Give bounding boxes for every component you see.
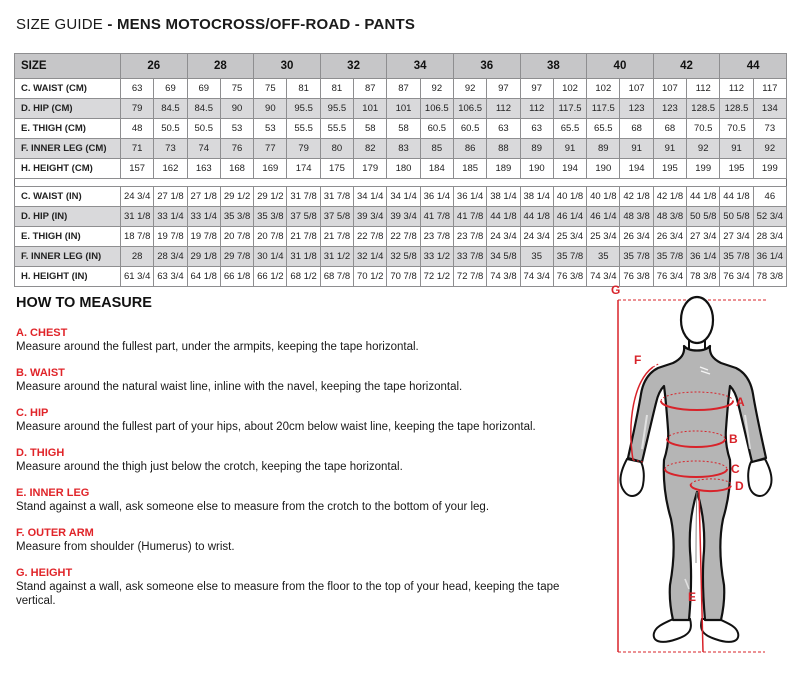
value-cell: 50.5	[154, 119, 187, 139]
measure-item-chest	[16, 327, 594, 354]
value-cell: 63	[121, 79, 154, 99]
value-cell: 85	[420, 139, 453, 159]
page-title	[16, 16, 415, 33]
size-column-header: 40	[587, 54, 654, 79]
value-cell: 112	[487, 99, 520, 119]
value-cell: 48	[121, 119, 154, 139]
value-cell: 91	[720, 139, 753, 159]
measurement-figure	[597, 283, 795, 675]
value-cell: 21 7/8	[287, 227, 320, 247]
value-cell: 74 3/4	[587, 267, 620, 287]
value-cell: 128.5	[720, 99, 753, 119]
page-title-bold: - MENS MOTOCROSS/OFF-ROAD - PANTS	[107, 16, 416, 33]
value-cell: 28 3/4	[154, 247, 187, 267]
value-cell: 33 7/8	[453, 247, 486, 267]
value-cell: 50.5	[187, 119, 220, 139]
value-cell: 42 1/8	[620, 187, 653, 207]
value-cell: 112	[520, 99, 553, 119]
table-header-row	[15, 54, 787, 79]
value-cell: 128.5	[687, 99, 720, 119]
value-cell: 35	[587, 247, 620, 267]
figure-label-c: C	[731, 462, 740, 476]
measure-item-waist	[16, 367, 594, 394]
value-cell: 29 1/2	[220, 187, 253, 207]
value-cell: 180	[387, 159, 420, 179]
value-cell: 58	[354, 119, 387, 139]
value-cell: 32 5/8	[387, 247, 420, 267]
size-chart	[14, 53, 787, 287]
value-cell: 117.5	[587, 99, 620, 119]
value-cell: 37 5/8	[320, 207, 353, 227]
size-column-header: 28	[187, 54, 254, 79]
value-cell: 74 3/8	[487, 267, 520, 287]
value-cell: 25 3/4	[587, 227, 620, 247]
size-column-header: 30	[254, 54, 321, 79]
value-cell: 69	[154, 79, 187, 99]
value-cell: 134	[753, 99, 786, 119]
value-cell: 63	[487, 119, 520, 139]
value-cell: 30 1/4	[254, 247, 287, 267]
value-cell: 179	[354, 159, 387, 179]
value-cell: 107	[653, 79, 686, 99]
measure-item-label: A. CHEST	[16, 327, 68, 339]
figure-label-a: A	[736, 395, 745, 409]
row-label-cell: F. INNER LEG (CM)	[15, 139, 121, 159]
value-cell: 48 3/8	[653, 207, 686, 227]
figure-label-b: B	[729, 432, 738, 446]
value-cell: 23 7/8	[420, 227, 453, 247]
value-cell: 74	[187, 139, 220, 159]
value-cell: 80	[320, 139, 353, 159]
size-column-header: 26	[121, 54, 188, 79]
value-cell: 40 1/8	[587, 187, 620, 207]
value-cell: 76 3/8	[553, 267, 586, 287]
row-label-cell: C. WAIST (IN)	[15, 187, 121, 207]
value-cell: 31 1/8	[287, 247, 320, 267]
value-cell: 26 3/4	[653, 227, 686, 247]
value-cell: 68 1/2	[287, 267, 320, 287]
value-cell: 46 1/4	[587, 207, 620, 227]
measure-item-thigh	[16, 447, 594, 474]
value-cell: 68	[653, 119, 686, 139]
value-cell: 19 7/8	[154, 227, 187, 247]
value-cell: 189	[487, 159, 520, 179]
measure-item-label: B. WAIST	[16, 367, 65, 379]
value-cell: 26 3/4	[620, 227, 653, 247]
value-cell: 35 7/8	[653, 247, 686, 267]
value-cell: 38 1/4	[487, 187, 520, 207]
value-cell: 19 7/8	[187, 227, 220, 247]
table-row	[15, 139, 787, 159]
value-cell: 184	[420, 159, 453, 179]
value-cell: 90	[220, 99, 253, 119]
value-cell: 81	[287, 79, 320, 99]
value-cell: 92	[687, 139, 720, 159]
page-title-prefix: SIZE GUIDE	[16, 16, 108, 33]
value-cell: 101	[387, 99, 420, 119]
value-cell: 36 1/4	[687, 247, 720, 267]
value-cell: 91	[553, 139, 586, 159]
value-cell: 195	[720, 159, 753, 179]
value-cell: 35 7/8	[720, 247, 753, 267]
value-cell: 53	[254, 119, 287, 139]
value-cell: 50 5/8	[720, 207, 753, 227]
value-cell: 55.5	[320, 119, 353, 139]
row-label-cell: F. INNER LEG (IN)	[15, 247, 121, 267]
size-table	[14, 53, 787, 287]
row-label-cell: D. HIP (IN)	[15, 207, 121, 227]
value-cell: 102	[587, 79, 620, 99]
value-cell: 117	[753, 79, 786, 99]
value-cell: 72 7/8	[453, 267, 486, 287]
row-label-cell: D. HIP (CM)	[15, 99, 121, 119]
value-cell: 97	[487, 79, 520, 99]
value-cell: 22 7/8	[354, 227, 387, 247]
value-cell: 76 3/4	[720, 267, 753, 287]
value-cell: 39 3/4	[387, 207, 420, 227]
value-cell: 55.5	[287, 119, 320, 139]
value-cell: 40 1/8	[553, 187, 586, 207]
table-row	[15, 159, 787, 179]
row-label-cell: E. THIGH (CM)	[15, 119, 121, 139]
value-cell: 69	[187, 79, 220, 99]
size-column-header: 38	[520, 54, 587, 79]
table-row	[15, 79, 787, 99]
value-cell: 84.5	[187, 99, 220, 119]
figure-leg-separation	[696, 492, 697, 563]
value-cell: 106.5	[453, 99, 486, 119]
value-cell: 117.5	[553, 99, 586, 119]
value-cell: 92	[753, 139, 786, 159]
value-cell: 50 5/8	[687, 207, 720, 227]
value-cell: 33 1/4	[187, 207, 220, 227]
figure-left-foot	[654, 619, 691, 642]
value-cell: 78 3/8	[687, 267, 720, 287]
value-cell: 64 1/8	[187, 267, 220, 287]
value-cell: 27 3/4	[687, 227, 720, 247]
table-row	[15, 99, 787, 119]
value-cell: 88	[487, 139, 520, 159]
figure-label-g: G	[611, 283, 621, 297]
value-cell: 60.5	[453, 119, 486, 139]
value-cell: 58	[387, 119, 420, 139]
value-cell: 199	[687, 159, 720, 179]
value-cell: 33 1/4	[154, 207, 187, 227]
value-cell: 31 7/8	[320, 187, 353, 207]
value-cell: 31 7/8	[287, 187, 320, 207]
measure-item-text: Measure around the thigh just below the crotch, keeping the tape horizontal.	[16, 461, 403, 473]
body-diagram	[597, 283, 795, 675]
value-cell: 39 3/4	[354, 207, 387, 227]
value-cell: 72 1/2	[420, 267, 453, 287]
value-cell: 18 7/8	[121, 227, 154, 247]
value-cell: 75	[254, 79, 287, 99]
value-cell: 63	[520, 119, 553, 139]
row-label-cell: H. HEIGHT (IN)	[15, 267, 121, 287]
value-cell: 36 1/4	[453, 187, 486, 207]
value-cell: 75	[220, 79, 253, 99]
measure-item-inner-leg	[16, 487, 594, 514]
value-cell: 91	[620, 139, 653, 159]
value-cell: 89	[587, 139, 620, 159]
value-cell: 41 7/8	[420, 207, 453, 227]
table-row	[15, 227, 787, 247]
value-cell: 123	[653, 99, 686, 119]
value-cell: 87	[387, 79, 420, 99]
value-cell: 44 1/8	[487, 207, 520, 227]
value-cell: 174	[287, 159, 320, 179]
how-to-measure-section	[16, 295, 594, 621]
value-cell: 42 1/8	[653, 187, 686, 207]
value-cell: 68	[620, 119, 653, 139]
table-spacer-row	[15, 179, 787, 187]
value-cell: 73	[154, 139, 187, 159]
figure-label-f: F	[634, 353, 642, 367]
value-cell: 48 3/8	[620, 207, 653, 227]
value-cell: 52 3/4	[753, 207, 786, 227]
value-cell: 112	[687, 79, 720, 99]
value-cell: 76 3/4	[653, 267, 686, 287]
value-cell: 35 7/8	[553, 247, 586, 267]
measure-item-text: Stand against a wall, ask someone else to measure from the crotch to the bottom of your leg.	[16, 501, 490, 513]
value-cell: 190	[587, 159, 620, 179]
value-cell: 20 7/8	[220, 227, 253, 247]
figure-label-e: E	[688, 590, 697, 604]
value-cell: 44 1/8	[520, 207, 553, 227]
size-column-header: 36	[453, 54, 520, 79]
figure-right-foot	[701, 619, 738, 642]
value-cell: 195	[653, 159, 686, 179]
value-cell: 91	[653, 139, 686, 159]
value-cell: 35 3/8	[254, 207, 287, 227]
measure-item-text: Measure around the fullest part of your hips, about 20cm below waist line, keeping the tape horizontal.	[16, 421, 536, 433]
measure-item-label: F. OUTER ARM	[16, 527, 94, 539]
value-cell: 44 1/8	[687, 187, 720, 207]
value-cell: 79	[121, 99, 154, 119]
value-cell: 63 3/4	[154, 267, 187, 287]
outer-arm-top-tick	[653, 363, 660, 367]
value-cell: 95.5	[287, 99, 320, 119]
value-cell: 34 1/4	[387, 187, 420, 207]
value-cell: 70 7/8	[387, 267, 420, 287]
row-label-cell: E. THIGH (IN)	[15, 227, 121, 247]
value-cell: 123	[620, 99, 653, 119]
value-cell: 194	[553, 159, 586, 179]
table-row	[15, 247, 787, 267]
value-cell: 28	[121, 247, 154, 267]
value-cell: 46	[753, 187, 786, 207]
value-cell: 84.5	[154, 99, 187, 119]
value-cell: 65.5	[587, 119, 620, 139]
value-cell: 74 3/4	[520, 267, 553, 287]
value-cell: 87	[354, 79, 387, 99]
value-cell: 53	[220, 119, 253, 139]
value-cell: 168	[220, 159, 253, 179]
table-row	[15, 119, 787, 139]
value-cell: 33 1/2	[420, 247, 453, 267]
value-cell: 112	[720, 79, 753, 99]
value-cell: 89	[520, 139, 553, 159]
measure-item-hip	[16, 407, 594, 434]
value-cell: 95.5	[320, 99, 353, 119]
value-cell: 102	[553, 79, 586, 99]
value-cell: 27 1/8	[154, 187, 187, 207]
table-row	[15, 187, 787, 207]
measure-item-text: Measure around the natural waist line, inline with the navel, keeping the tape horizontal.	[16, 381, 463, 393]
value-cell: 169	[254, 159, 287, 179]
value-cell: 27 3/4	[720, 227, 753, 247]
value-cell: 199	[753, 159, 786, 179]
value-cell: 46 1/4	[553, 207, 586, 227]
value-cell: 73	[753, 119, 786, 139]
value-cell: 24 3/4	[121, 187, 154, 207]
figure-right-hand	[748, 459, 771, 496]
value-cell: 76 3/8	[620, 267, 653, 287]
measure-item-text: Stand against a wall, ask someone else to measure from the floor to the top of your head, keeping the tape vertical.	[16, 581, 560, 607]
value-cell: 190	[520, 159, 553, 179]
value-cell: 21 7/8	[320, 227, 353, 247]
value-cell: 60.5	[420, 119, 453, 139]
value-cell: 157	[121, 159, 154, 179]
row-label-cell: H. HEIGHT (CM)	[15, 159, 121, 179]
row-label-cell: C. WAIST (CM)	[15, 79, 121, 99]
value-cell: 82	[354, 139, 387, 159]
value-cell: 83	[387, 139, 420, 159]
measure-item-label: E. INNER LEG	[16, 487, 90, 499]
value-cell: 76	[220, 139, 253, 159]
measure-item-label: C. HIP	[16, 407, 49, 419]
value-cell: 66 1/8	[220, 267, 253, 287]
value-cell: 38 1/4	[520, 187, 553, 207]
size-header-cell: SIZE	[15, 54, 121, 79]
value-cell: 34 1/4	[354, 187, 387, 207]
value-cell: 70 1/2	[354, 267, 387, 287]
size-column-header: 34	[387, 54, 454, 79]
value-cell: 31 1/2	[320, 247, 353, 267]
size-column-header: 42	[653, 54, 720, 79]
value-cell: 35 3/8	[220, 207, 253, 227]
value-cell: 81	[320, 79, 353, 99]
value-cell: 36 1/4	[420, 187, 453, 207]
measure-item-outer-arm	[16, 527, 594, 554]
measure-item-label: D. THIGH	[16, 447, 65, 459]
value-cell: 36 1/4	[753, 247, 786, 267]
value-cell: 163	[187, 159, 220, 179]
value-cell: 71	[121, 139, 154, 159]
value-cell: 185	[453, 159, 486, 179]
value-cell: 35 7/8	[620, 247, 653, 267]
value-cell: 28 3/4	[753, 227, 786, 247]
value-cell: 106.5	[420, 99, 453, 119]
value-cell: 79	[287, 139, 320, 159]
value-cell: 90	[254, 99, 287, 119]
value-cell: 61 3/4	[121, 267, 154, 287]
figure-label-d: D	[735, 479, 744, 493]
value-cell: 77	[254, 139, 287, 159]
value-cell: 41 7/8	[453, 207, 486, 227]
value-cell: 37 5/8	[287, 207, 320, 227]
value-cell: 29 1/2	[254, 187, 287, 207]
table-row	[15, 207, 787, 227]
value-cell: 86	[453, 139, 486, 159]
size-column-header: 32	[320, 54, 387, 79]
value-cell: 23 7/8	[453, 227, 486, 247]
value-cell: 70.5	[720, 119, 753, 139]
value-cell: 107	[620, 79, 653, 99]
measure-item-text: Measure around the fullest part, under the armpits, keeping the tape horizontal.	[16, 341, 419, 353]
value-cell: 25 3/4	[553, 227, 586, 247]
value-cell: 92	[420, 79, 453, 99]
value-cell: 101	[354, 99, 387, 119]
measure-item-text: Measure from shoulder (Humerus) to wrist.	[16, 541, 235, 553]
value-cell: 68 7/8	[320, 267, 353, 287]
value-cell: 32 1/4	[354, 247, 387, 267]
value-cell: 27 1/8	[187, 187, 220, 207]
value-cell: 70.5	[687, 119, 720, 139]
size-column-header: 44	[720, 54, 787, 79]
value-cell: 34 5/8	[487, 247, 520, 267]
measure-item-label: G. HEIGHT	[16, 567, 73, 579]
value-cell: 65.5	[553, 119, 586, 139]
figure-left-hand	[620, 459, 643, 496]
how-to-measure-heading: HOW TO MEASURE	[16, 295, 152, 311]
figure-body	[628, 346, 766, 620]
value-cell: 66 1/2	[254, 267, 287, 287]
value-cell: 22 7/8	[387, 227, 420, 247]
value-cell: 44 1/8	[720, 187, 753, 207]
value-cell: 92	[453, 79, 486, 99]
value-cell: 24 3/4	[487, 227, 520, 247]
figure-head	[681, 297, 713, 343]
measure-item-height	[16, 567, 594, 608]
value-cell: 20 7/8	[254, 227, 287, 247]
value-cell: 162	[154, 159, 187, 179]
value-cell: 29 1/8	[187, 247, 220, 267]
value-cell: 24 3/4	[520, 227, 553, 247]
value-cell: 29 7/8	[220, 247, 253, 267]
value-cell: 78 3/8	[753, 267, 786, 287]
value-cell: 35	[520, 247, 553, 267]
value-cell: 31 1/8	[121, 207, 154, 227]
value-cell: 194	[620, 159, 653, 179]
value-cell: 175	[320, 159, 353, 179]
value-cell: 97	[520, 79, 553, 99]
